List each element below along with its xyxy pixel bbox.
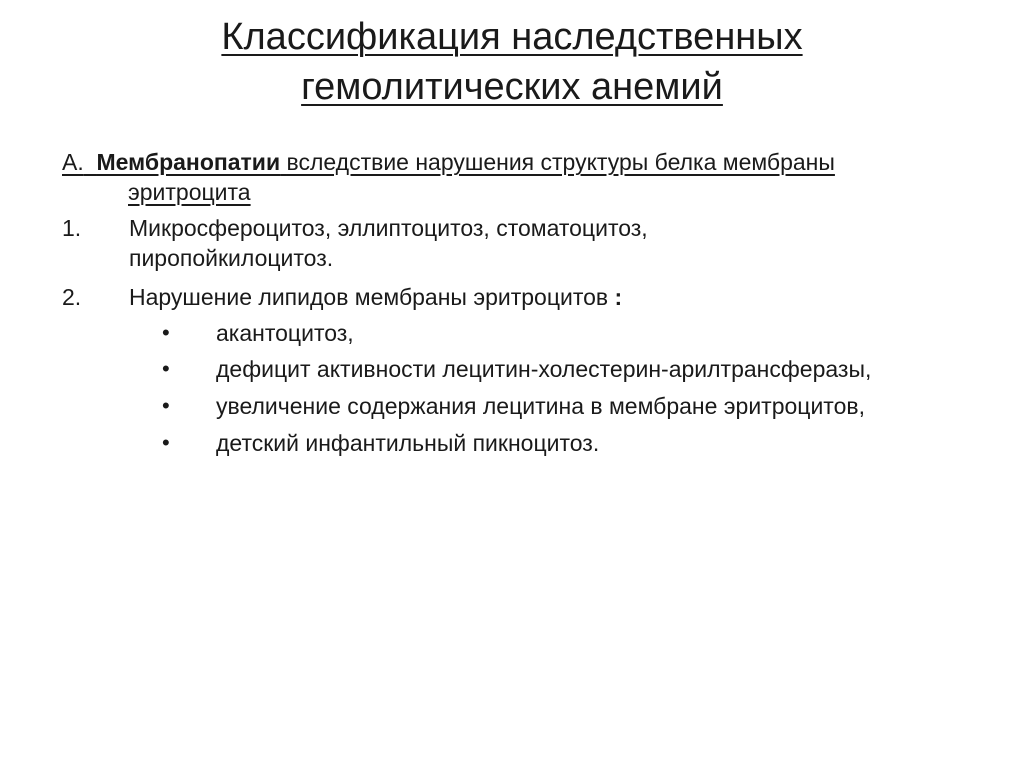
- section-a-rest: вследствие нарушения структуры белка мембраны: [286, 149, 835, 175]
- item-2-colon: :: [614, 284, 623, 310]
- section-a-line-2: [62, 177, 251, 207]
- section-a-continuation: эритроцита: [128, 179, 251, 205]
- title-line-2: гемолитических анемий: [301, 66, 723, 108]
- item-1-number: 1.: [62, 215, 82, 241]
- bullet-2-marker: •: [162, 356, 170, 381]
- bullet-3-marker: •: [162, 393, 170, 418]
- section-a-line-1: [62, 147, 835, 177]
- slide-title: [0, 12, 1024, 112]
- bullet-3-text: увеличение содержания лецитина в мембране эритроцитов,: [216, 393, 865, 419]
- section-a-bold-term: Мембранопатии: [96, 149, 281, 175]
- item-2-label: Нарушение липидов мембраны эритроцитов: [129, 284, 609, 310]
- item-2-number: 2.: [62, 284, 82, 310]
- item-1-line-2: пиропойкилоцитоз.: [129, 245, 334, 271]
- section-a-marker: А.: [62, 149, 84, 175]
- bullet-1-text: акантоцитоз,: [216, 320, 354, 346]
- bullet-4-marker: •: [162, 430, 170, 455]
- title-line-1: Классификация наследственных: [221, 16, 803, 58]
- bullet-1-marker: •: [162, 320, 170, 345]
- item-2-text: [129, 282, 622, 312]
- bullet-2-text: дефицит активности лецитин-холестерин-арилтрансферазы,: [216, 356, 872, 382]
- item-1-line-1: Микросфероцитоз, эллиптоцитоз, стоматоцитоз,: [129, 215, 648, 241]
- bullet-4-text: детский инфантильный пикноцитоз.: [216, 430, 600, 456]
